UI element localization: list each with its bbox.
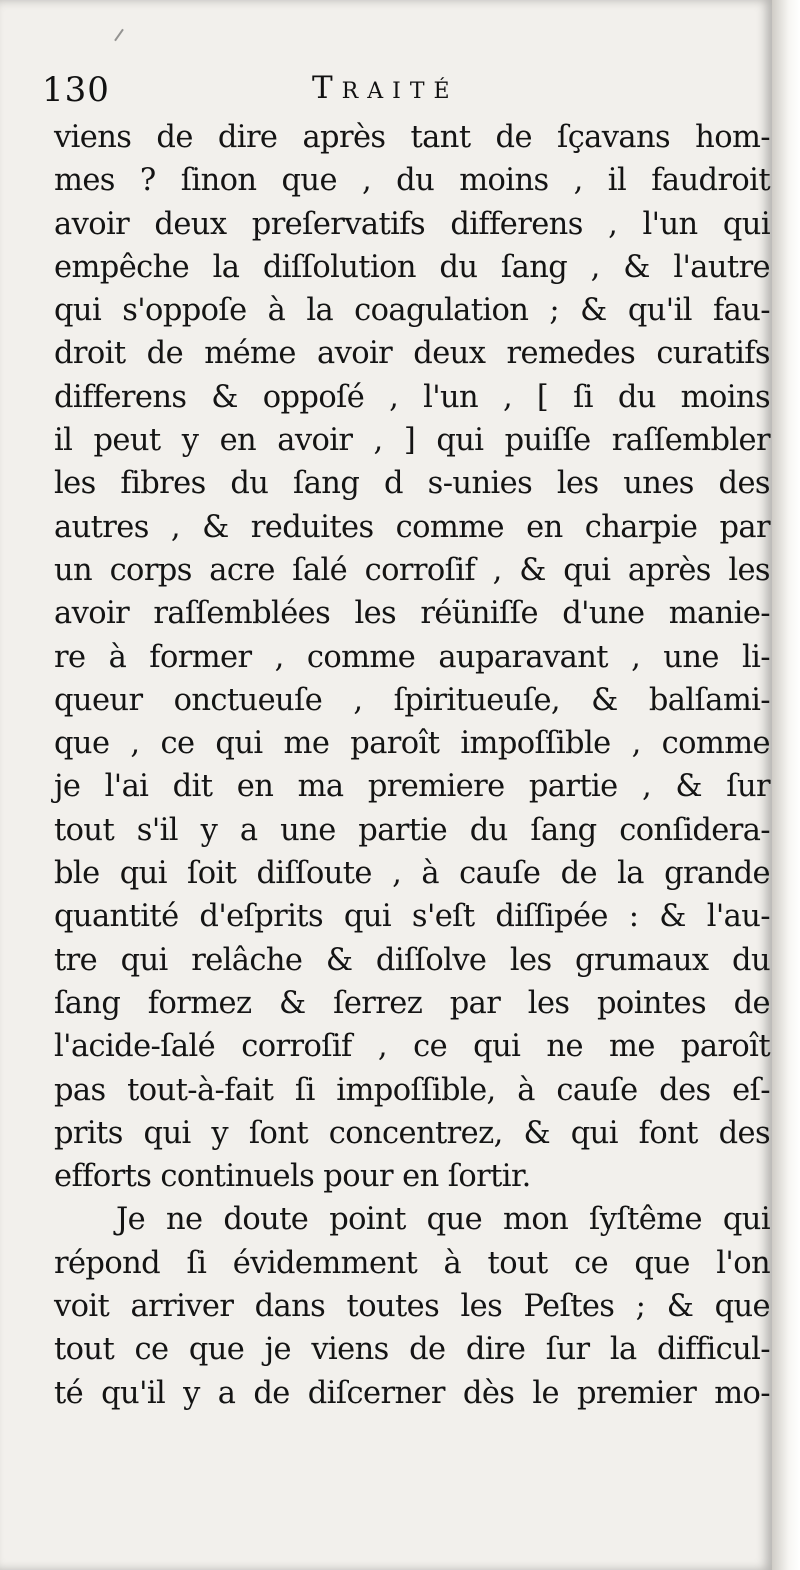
text-line: que , ce qui me paroît impoſſible , comme (54, 726, 770, 762)
page-edge (772, 0, 800, 1570)
text-line: queur onctueuſe , ſpiritueuſe, & balſami- (54, 682, 770, 718)
text-line: quantité d'eſprits qui s'eſt diſſipée : & l'au- (54, 899, 770, 935)
text-line: un corps acre ſalé corroſif , & qui après les (54, 552, 770, 588)
text-line: ſang formez & ſerrez par les pointes de (54, 985, 770, 1021)
text-line: les fibres du ſang d s-unies les unes des (54, 466, 770, 502)
running-head: Traité (312, 70, 459, 106)
paragraph-end-line: efforts continuels pour en ſortir. (54, 1159, 531, 1195)
page-header (42, 68, 762, 116)
text-line: prits qui y ſont concentrez, & qui font des (54, 1115, 770, 1151)
body-text (54, 116, 770, 1415)
text-line: avoir deux preſervatifs differens , l'un qui (54, 206, 770, 242)
text-line: differens & oppoſé , l'un , [ ſi du moins (54, 379, 770, 415)
text-line: répond ſi évidemment à tout ce que l'on (54, 1245, 770, 1281)
text-line: empêche la diſſolution du ſang , & l'autre (54, 249, 770, 285)
pen-mark (114, 29, 124, 42)
paragraph-start-line: Je ne doute point que mon ſyſtême qui (116, 1202, 770, 1238)
text-line: viens de dire après tant de ſçavans hom- (54, 120, 770, 155)
text-line: autres , & reduites comme en charpie par (54, 509, 770, 545)
text-line: pas tout-à-fait ſi impoſſible, à cauſe des eſ- (54, 1072, 770, 1108)
text-line: tout ce que je viens de dire ſur la difficul- (54, 1332, 770, 1368)
text-line: avoir raſſemblées les réüniſſe d'une manie- (54, 596, 770, 632)
text-line: tre qui relâche & diſſolve les grumaux du (54, 942, 770, 978)
page-number: 130 (42, 70, 110, 110)
text-line: ble qui ſoit diſſoute , à cauſe de la grande (54, 856, 770, 892)
text-line: re à former , comme auparavant , une li- (54, 639, 770, 675)
text-line: mes ? ſinon que , du moins , il faudroit (54, 163, 770, 199)
text-line: qui s'oppoſe à la coagulation ; & qu'il fau- (54, 293, 770, 329)
text-line: il peut y en avoir , ] qui puiſſe raſſembler (54, 423, 770, 459)
text-line: droit de méme avoir deux remedes curatifs (54, 336, 770, 372)
text-line: je l'ai dit en ma premiere partie , & ſur (54, 769, 770, 805)
text-line: té qu'il y a de diſcerner dès le premier mo- (54, 1375, 770, 1411)
text-line: l'acide-ſalé corroſif , ce qui ne me paroît (54, 1029, 770, 1065)
text-line: tout s'il y a une partie du ſang conſidera- (54, 812, 770, 848)
text-line: voit arriver dans toutes les Peſtes ; & que (54, 1289, 770, 1325)
